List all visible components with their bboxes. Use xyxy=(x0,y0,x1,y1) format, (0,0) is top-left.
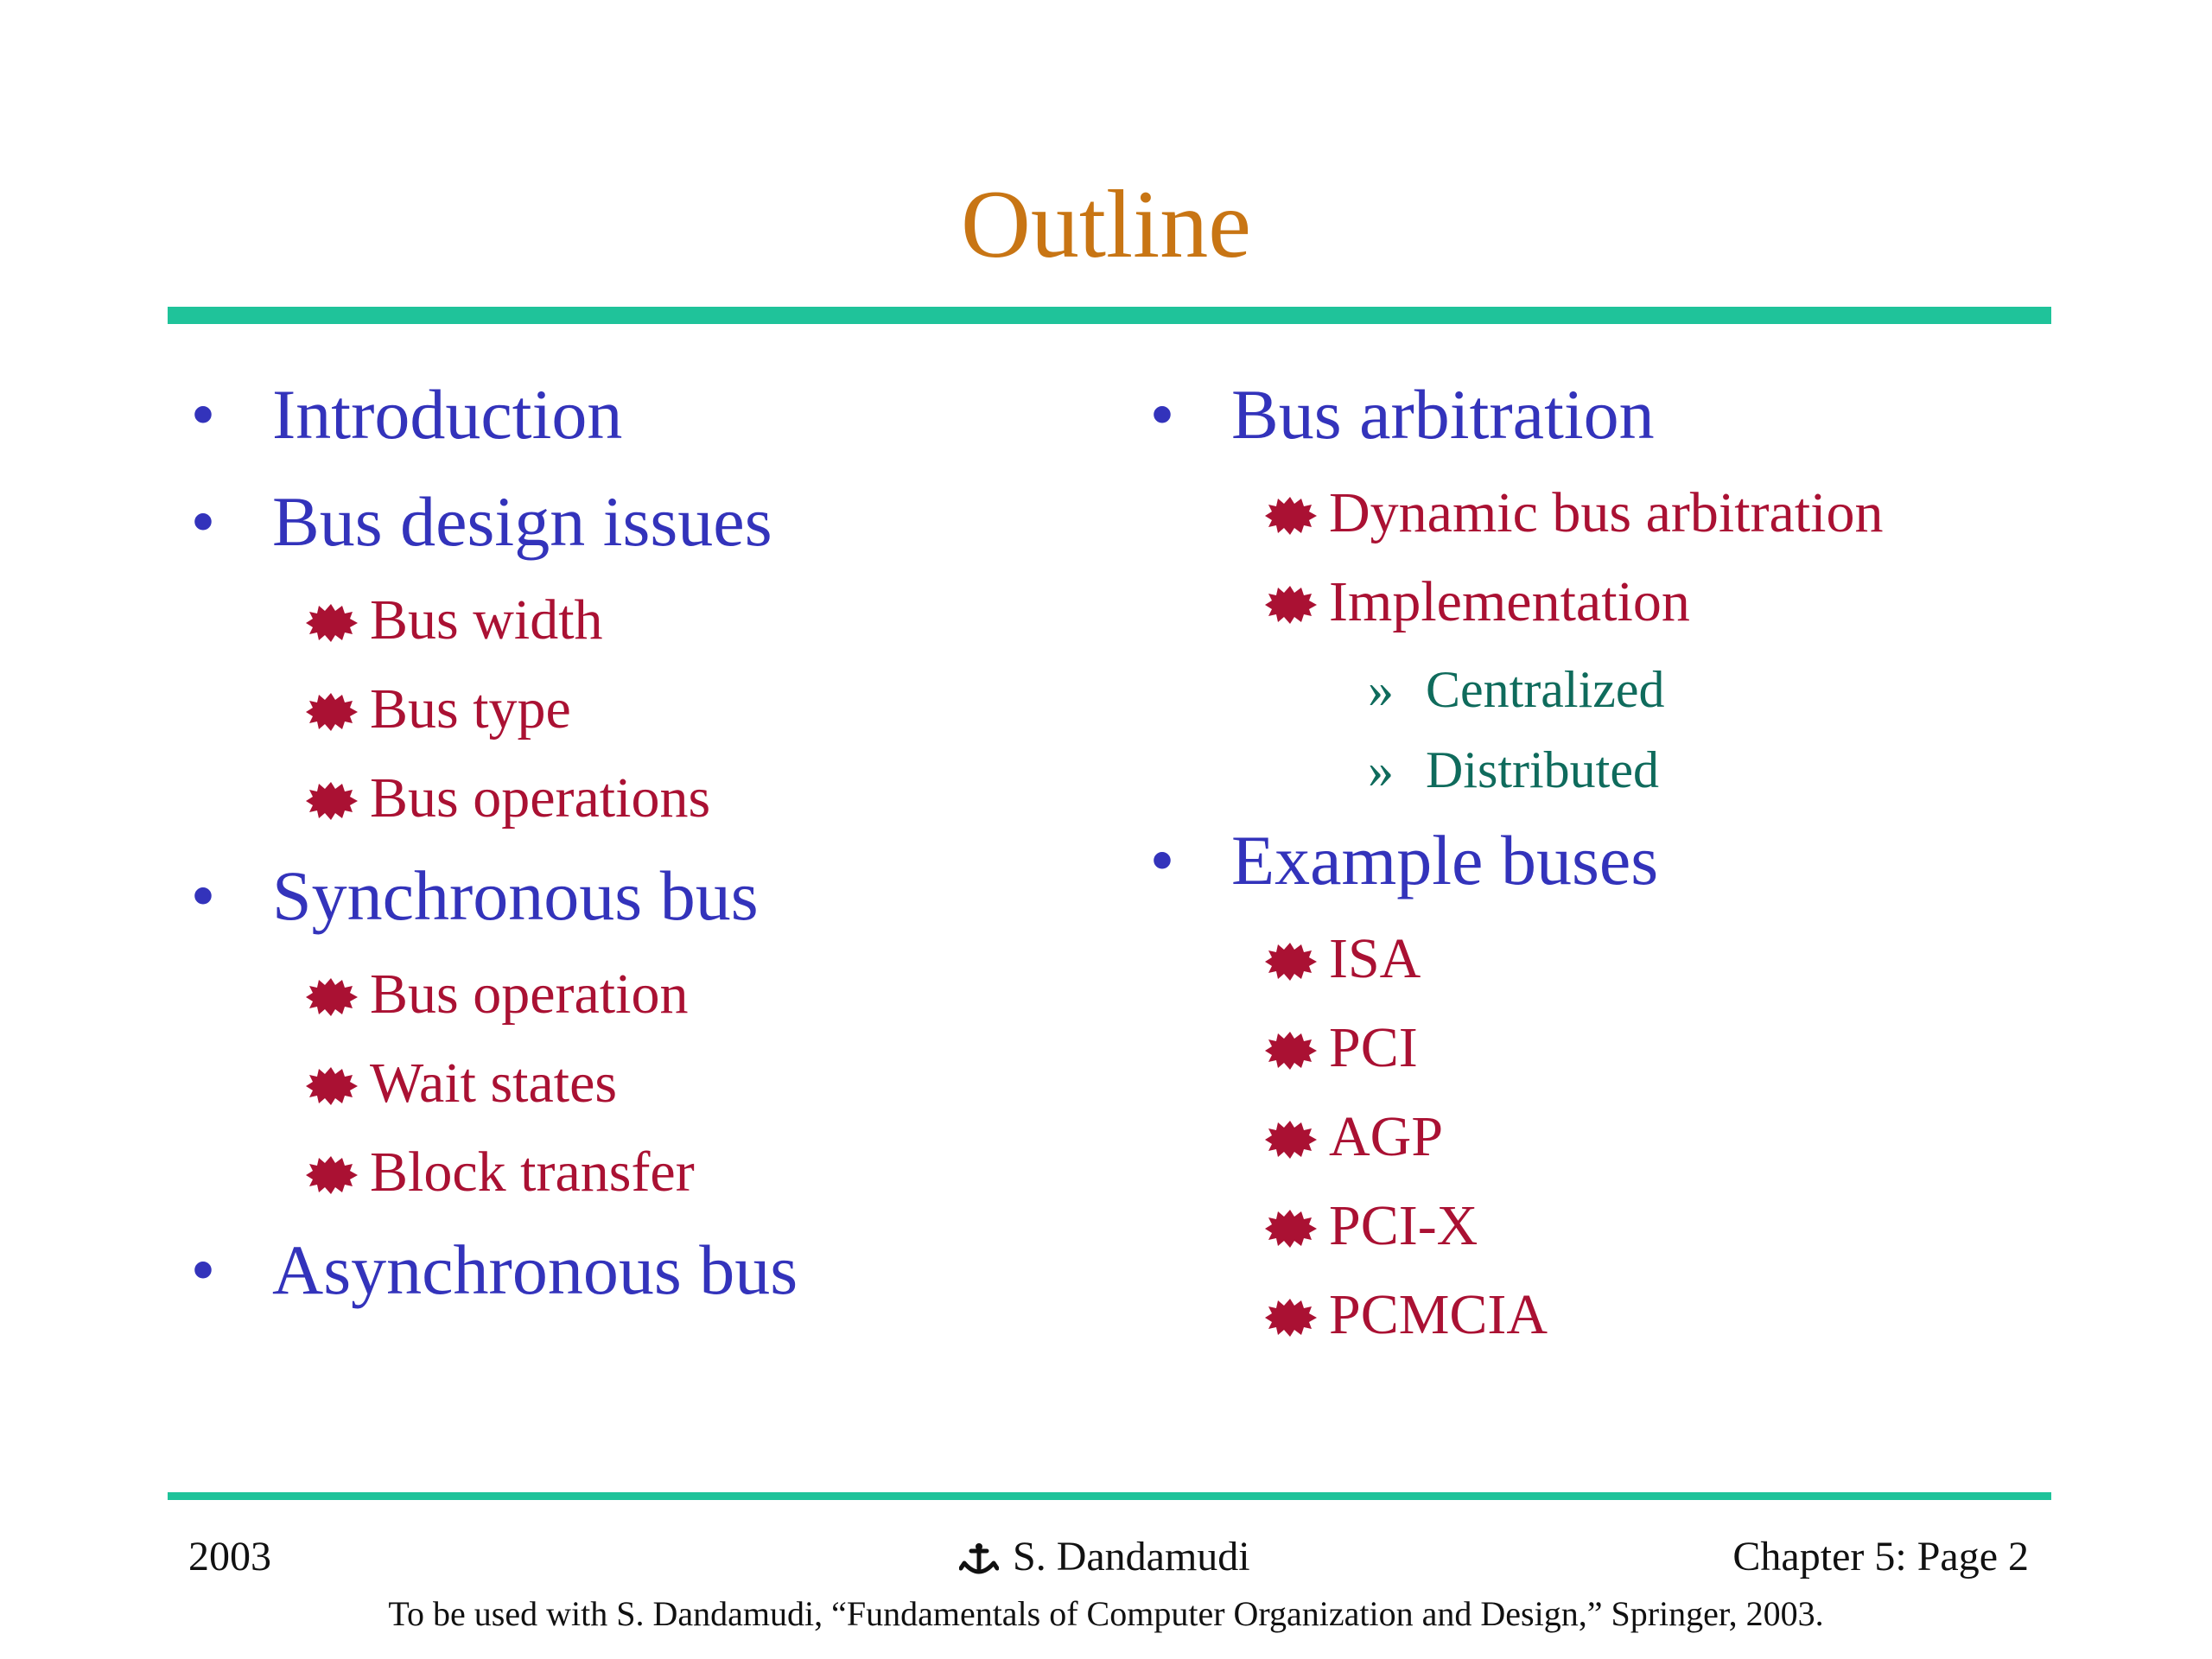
footer-author-name: S. Dandamudi xyxy=(1013,1534,1250,1580)
outline-subitem-label: Implementation xyxy=(1329,570,1690,633)
outline-item-label: Bus arbitration xyxy=(1231,375,1655,454)
starburst-bullet-icon xyxy=(1260,1120,1320,1160)
starburst-bullet-icon xyxy=(1260,496,1320,536)
bullet-dot: • xyxy=(1149,375,1175,454)
starburst-bullet-icon xyxy=(301,603,361,643)
outline-subitem-label: AGP xyxy=(1329,1105,1444,1168)
chevron-bullet: » xyxy=(1368,741,1394,798)
outline-subitem-label: Bus type xyxy=(370,677,571,741)
outline-subitem-label: PCMCIA xyxy=(1329,1283,1548,1346)
footer-year: 2003 xyxy=(188,1534,271,1580)
outline-item-label: Example buses xyxy=(1231,821,1659,899)
outline-subitem-label: Wait states xyxy=(370,1052,618,1115)
footer-author xyxy=(959,1531,1250,1583)
outline-item-label: Bus design issues xyxy=(272,482,772,561)
starburst-bullet-icon xyxy=(301,977,361,1017)
footer-divider xyxy=(168,1492,2051,1500)
outline-subitem-label: ISA xyxy=(1329,927,1421,990)
footer-page-number: Chapter 5: Page 2 xyxy=(1732,1534,2029,1580)
chevron-bullet: » xyxy=(1368,661,1394,718)
bullet-dot: • xyxy=(1149,821,1175,899)
footer-citation: To be used with S. Dandamudi, “Fundamentals of Computer Organization and Design,” Springer, 2003. xyxy=(388,1594,1824,1633)
outline-subitem-label: Bus width xyxy=(370,588,603,652)
slide-title: Outline xyxy=(961,171,1251,278)
bullet-dot: • xyxy=(190,856,216,935)
starburst-bullet-icon xyxy=(1260,1298,1320,1338)
starburst-bullet-icon xyxy=(1260,1209,1320,1249)
title-divider xyxy=(168,307,2051,324)
outline-subitem-label: Block transfer xyxy=(370,1141,695,1204)
starburst-bullet-icon xyxy=(301,1066,361,1106)
starburst-bullet-icon xyxy=(301,692,361,732)
outline-item-label: Synchronous bus xyxy=(272,856,759,935)
bullet-dot: • xyxy=(190,1230,216,1309)
outline-subsubitem-label: Distributed xyxy=(1426,741,1659,798)
outline-item-label: Asynchronous bus xyxy=(272,1230,798,1309)
anchor-logo-icon xyxy=(959,1542,999,1579)
outline-item-label: Introduction xyxy=(272,375,623,454)
starburst-bullet-icon xyxy=(1260,942,1320,982)
bullet-dot: • xyxy=(190,375,216,454)
outline-subitem-label: Bus operations xyxy=(370,766,711,830)
outline-subitem-label: Bus operation xyxy=(370,963,689,1026)
outline-subitem-label: PCI-X xyxy=(1329,1194,1478,1257)
bullet-dot: • xyxy=(190,482,216,561)
outline-subitem-label: PCI xyxy=(1329,1016,1418,1079)
starburst-bullet-icon xyxy=(1260,585,1320,625)
outline-subsubitem-label: Centralized xyxy=(1426,661,1665,718)
outline-subitem-label: Dynamic bus arbitration xyxy=(1329,481,1884,544)
starburst-bullet-icon xyxy=(301,781,361,821)
starburst-bullet-icon xyxy=(301,1155,361,1195)
starburst-bullet-icon xyxy=(1260,1031,1320,1071)
